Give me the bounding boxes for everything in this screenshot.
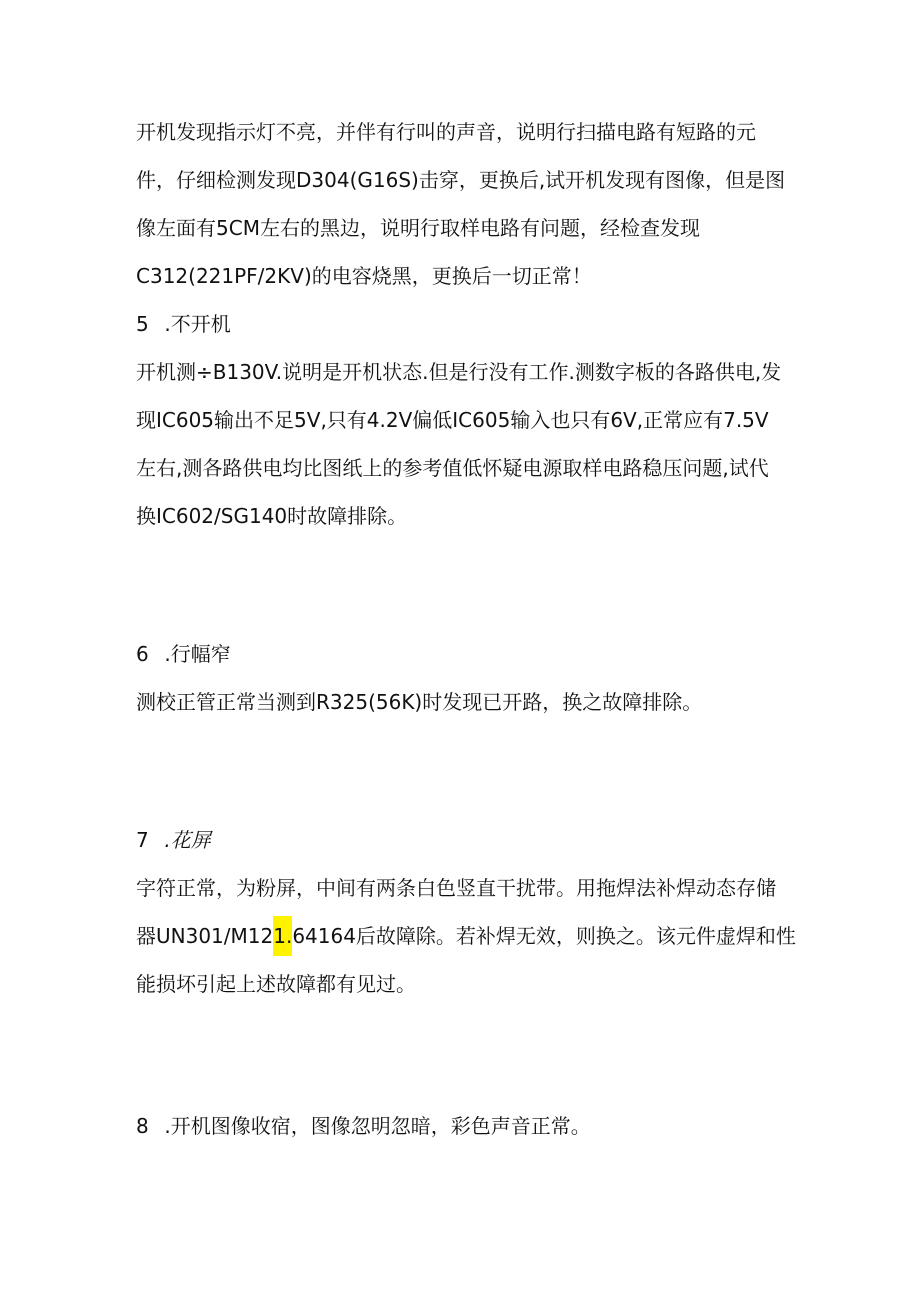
section-heading-6 xyxy=(136,640,231,668)
paragraph-line: 左右,测各路供电均比图纸上的参考值低怀疑电源取样电路稳压问题,试代 xyxy=(136,456,769,480)
paragraph-line: 开机发现指示灯不亮，并伴有行叫的声音，说明行扫描电路有短路的元 xyxy=(136,120,756,144)
text-segment: 器UN301/M12 xyxy=(136,924,274,948)
paragraph-line: 能损坏引起上述故障都有见过。 xyxy=(136,972,416,996)
section-title: .行幅窄 xyxy=(164,642,231,666)
section-number: 6 xyxy=(136,642,149,666)
section-number: 8 xyxy=(136,1114,149,1138)
section-number: 7 xyxy=(136,828,149,852)
paragraph-line: 现IC605输出不足5V,只有4.2V偏低IC605输入也只有6V,正常应有7.5V xyxy=(136,408,769,432)
text-segment: 64164后故障除。若补焊无效，则换之。该元件虚焊和性 xyxy=(292,924,796,948)
section-heading-7 xyxy=(136,826,211,854)
paragraph-line: 开机测÷B130V.说明是开机状态.但是行没有工作.测数字板的各路供电,发 xyxy=(136,360,782,384)
section-title: .不开机 xyxy=(164,312,231,336)
section-title: .花屏 xyxy=(164,828,211,852)
section-heading-8 xyxy=(136,1112,591,1140)
paragraph-line: 字符正常，为粉屏，中间有两条白色竖直干扰带。用拖焊法补焊动态存储 xyxy=(136,876,776,900)
highlighted-text: 1. xyxy=(273,916,292,956)
paragraph-line xyxy=(136,922,796,950)
paragraph-line: 测校正管正常当测到R325(56K)时发现已开路，换之故障排除。 xyxy=(136,690,703,714)
paragraph-line: 件，仔细检测发现D304(G16S)击穿，更换后,试开机发现有图像，但是图 xyxy=(136,168,786,192)
section-number: 5 xyxy=(136,312,149,336)
section-title: .开机图像收宿，图像忽明忽暗，彩色声音正常。 xyxy=(164,1114,591,1138)
paragraph-line: 换IC602/SG140时故障排除。 xyxy=(136,504,408,528)
paragraph-line: C312(221PF/2KV)的电容烧黑，更换后一切正常！ xyxy=(136,264,592,288)
section-heading-5 xyxy=(136,310,231,338)
paragraph-line: 像左面有5CM左右的黑边，说明行取样电路有问题，经检查发现 xyxy=(136,216,700,240)
